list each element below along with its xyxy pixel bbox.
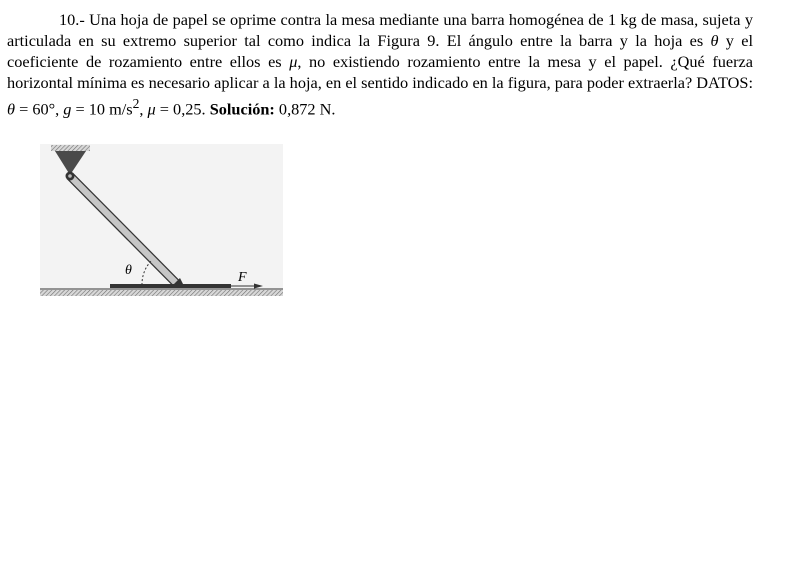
theta-label: θ xyxy=(125,263,132,278)
problem-statement xyxy=(7,9,753,119)
problem-number: 10.- xyxy=(59,10,85,29)
paper-sheet xyxy=(110,284,231,288)
problem-text-7: = 0,25. xyxy=(155,99,210,119)
mu-symbol: μ xyxy=(289,52,298,71)
force-label: F xyxy=(238,270,247,285)
figure-9 xyxy=(38,138,288,303)
g-symbol: g xyxy=(63,99,72,119)
theta-symbol-data: θ xyxy=(7,99,15,119)
solution-value: 0,872 N. xyxy=(274,99,336,119)
problem-text-1: Una hoja de papel se oprime contra la mesa mediante una barra homogénea de 1 kg de masa, sujeta y articulada en su extremo superior tal como indica la Figura 9. El ángulo entre la barra y la hoja es xyxy=(7,10,753,50)
problem-text-2: y el coeficiente de rozamiento entre ellos es xyxy=(7,31,753,71)
problem-text-5: = 10 m/s xyxy=(71,99,133,119)
problem-text-6: , xyxy=(139,99,148,119)
table-hatch xyxy=(40,290,283,296)
solution-label: Solución: xyxy=(209,99,275,119)
theta-symbol: θ xyxy=(710,31,719,50)
hinge-pin-center xyxy=(68,174,72,178)
problem-text-4: = 60°, xyxy=(15,99,64,119)
exponent: 2 xyxy=(132,96,140,111)
problem-text-3: , no existiendo rozamiento entre la mesa y el papel. ¿Qué fuerza horizontal mínima es necesario aplicar a la hoja, en el sentido indicado en la figura, para poder extraerla? DATOS: xyxy=(7,52,753,92)
ceiling-hatch xyxy=(51,145,90,151)
mu-symbol-data: μ xyxy=(147,99,156,119)
